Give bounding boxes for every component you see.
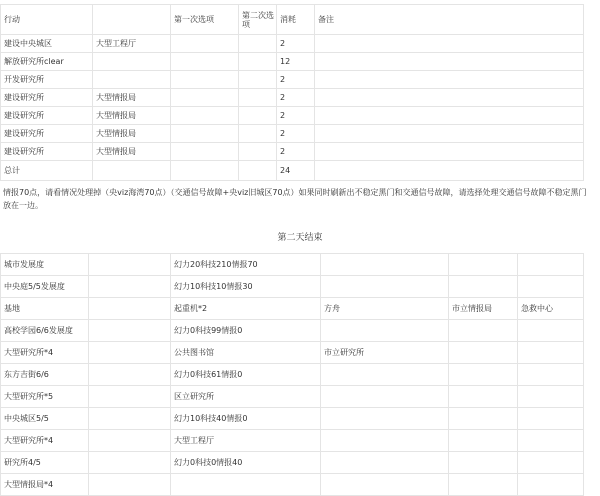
- table-cell: 幻力0科技61情报0: [171, 364, 321, 386]
- table-cell: [315, 107, 584, 125]
- table-cell: 中央庭5/5发展度: [1, 276, 89, 298]
- table-cell: 起重机*2: [171, 298, 321, 320]
- table-row: [1, 71, 584, 89]
- table-cell: [518, 320, 584, 342]
- total-cost: 24: [277, 161, 315, 181]
- table-cell: 市立情报局: [449, 298, 518, 320]
- table-cell: [93, 161, 171, 181]
- table-cell: 大型情报局: [93, 89, 171, 107]
- table-row: [1, 89, 584, 107]
- table-cell: [93, 71, 171, 89]
- table-cell: [239, 161, 277, 181]
- table-cell: [93, 53, 171, 71]
- table-row: [1, 364, 584, 386]
- table-row: [1, 430, 584, 452]
- table-cell: [239, 53, 277, 71]
- table-cell: [518, 364, 584, 386]
- table-cell: [449, 408, 518, 430]
- table-cell: [89, 298, 171, 320]
- table-row: [1, 342, 584, 364]
- header-cell-second-option: 第二次选项: [239, 5, 277, 35]
- table-cell: 城市发展度: [1, 254, 89, 276]
- table-cell: [239, 107, 277, 125]
- table-cell: [239, 89, 277, 107]
- table-cell: 幻力10科技40情报0: [171, 408, 321, 430]
- table-cell: 大型情报局: [93, 125, 171, 143]
- table-cell: [89, 408, 171, 430]
- table-cell: [321, 276, 449, 298]
- table-cell: [171, 161, 239, 181]
- table-cell: 幻力0科技0情报40: [171, 452, 321, 474]
- table-cell: [239, 143, 277, 161]
- table-cell: [89, 452, 171, 474]
- table-cell: 幻力10科技10情报30: [171, 276, 321, 298]
- table-cell: 建设研究所: [1, 89, 93, 107]
- table-row: [1, 474, 584, 496]
- table-cell: [315, 143, 584, 161]
- day-end-heading: 第二天结束: [277, 233, 323, 243]
- header-cell-blank: [93, 5, 171, 35]
- table-cell: 幻力20科技210情报70: [171, 254, 321, 276]
- table-cell: [518, 452, 584, 474]
- table-cell: [321, 430, 449, 452]
- table-cell: 开发研究所: [1, 71, 93, 89]
- table-cell: 大型情报局: [93, 107, 171, 125]
- table-cell: 大型研究所*4: [1, 430, 89, 452]
- header-cell-cost: 消耗: [277, 5, 315, 35]
- table-cell: [171, 143, 239, 161]
- table-cell: [449, 364, 518, 386]
- header-cell-remarks: 备注: [315, 5, 584, 35]
- table-cell: 东方吉街6/6: [1, 364, 89, 386]
- header-cell-first-option: 第一次选项: [171, 5, 239, 35]
- table-row: [1, 320, 584, 342]
- table-cell: 幻力0科技99情报0: [171, 320, 321, 342]
- table-cell: [315, 53, 584, 71]
- table-cell: [321, 408, 449, 430]
- table-cell: [518, 430, 584, 452]
- strategy-note: 情报70点，请看情况处理掉（央viz海湾70点）（交通信号故障+央viz旧城区70点）如果同时刷新出不稳定黑门和交通信号故障，请选择处理交通信号故障不稳定黑门放在一边。: [3, 188, 587, 210]
- table-cell: 2: [277, 125, 315, 143]
- table-cell: 方舟: [321, 298, 449, 320]
- table-header-row: [1, 5, 584, 35]
- table-row: [1, 107, 584, 125]
- table-cell: 建设中央城区: [1, 35, 93, 53]
- table-cell: 中央城区5/5: [1, 408, 89, 430]
- table-cell: 大型研究所*4: [1, 342, 89, 364]
- table-cell: 基地: [1, 298, 89, 320]
- table-row: [1, 143, 584, 161]
- table-cell: [449, 430, 518, 452]
- table-cell: 研究所4/5: [1, 452, 89, 474]
- table-cell: 建设研究所: [1, 125, 93, 143]
- table-cell: [239, 125, 277, 143]
- table-cell: [89, 364, 171, 386]
- table-cell: [321, 320, 449, 342]
- table-cell: 大型研究所*5: [1, 386, 89, 408]
- table-cell: [171, 53, 239, 71]
- table-cell: 区立研究所: [171, 386, 321, 408]
- table-cell: [89, 276, 171, 298]
- table-cell: [315, 161, 584, 181]
- table-cell: 2: [277, 143, 315, 161]
- table-cell: [321, 364, 449, 386]
- table-cell: [315, 89, 584, 107]
- table-cell: 解放研究所clear: [1, 53, 93, 71]
- table-row: [1, 125, 584, 143]
- table-cell: [518, 474, 584, 496]
- table-cell: [449, 386, 518, 408]
- table-row: [1, 254, 584, 276]
- table-cell: [171, 107, 239, 125]
- table-cell: 2: [277, 107, 315, 125]
- table-cell: [89, 320, 171, 342]
- table-cell: [321, 386, 449, 408]
- total-label: 总计: [1, 161, 93, 181]
- table-cell: [518, 342, 584, 364]
- table-row: [1, 35, 584, 53]
- table-cell: 建设研究所: [1, 143, 93, 161]
- table-cell: 大型情报局: [93, 143, 171, 161]
- table-cell: 12: [277, 53, 315, 71]
- table-cell: 市立研究所: [321, 342, 449, 364]
- table-cell: [518, 276, 584, 298]
- table-cell: [518, 386, 584, 408]
- table-cell: [321, 452, 449, 474]
- header-cell-action: 行动: [1, 5, 93, 35]
- table-row: [1, 276, 584, 298]
- table-cell: [171, 71, 239, 89]
- table-cell: [321, 254, 449, 276]
- table-cell: 大型情报局*4: [1, 474, 89, 496]
- table-cell: 大型工程厅: [93, 35, 171, 53]
- table-cell: [315, 71, 584, 89]
- table-cell: [89, 430, 171, 452]
- table-cell: [449, 320, 518, 342]
- table-cell: 2: [277, 71, 315, 89]
- table-cell: [449, 276, 518, 298]
- table-cell: [518, 254, 584, 276]
- table-cell: [239, 35, 277, 53]
- table-cell: [89, 386, 171, 408]
- table-cell: [89, 474, 171, 496]
- table-row: [1, 452, 584, 474]
- table-cell: 高校学园6/6发展度: [1, 320, 89, 342]
- table-cell: [89, 254, 171, 276]
- table-cell: [449, 452, 518, 474]
- table-cell: [89, 342, 171, 364]
- table-cell: [239, 71, 277, 89]
- table-cell: [518, 408, 584, 430]
- table-cell: [171, 474, 321, 496]
- table-row: [1, 53, 584, 71]
- table-cell: [449, 254, 518, 276]
- table-cell: 大型工程厅: [171, 430, 321, 452]
- table-cell: [171, 35, 239, 53]
- status-table: [0, 253, 584, 496]
- table-cell: [449, 474, 518, 496]
- table-cell: [315, 125, 584, 143]
- table-cell: [321, 474, 449, 496]
- total-row: [1, 161, 584, 181]
- table-row: [1, 386, 584, 408]
- table-row: [1, 408, 584, 430]
- table-cell: [449, 342, 518, 364]
- table-cell: 2: [277, 89, 315, 107]
- table-row: [1, 298, 584, 320]
- table-cell: [315, 35, 584, 53]
- table-cell: 公共图书馆: [171, 342, 321, 364]
- table-cell: [171, 89, 239, 107]
- table-cell: 建设研究所: [1, 107, 93, 125]
- table-cell: 急救中心: [518, 298, 584, 320]
- table-cell: [171, 125, 239, 143]
- table-cell: 2: [277, 35, 315, 53]
- action-table: [0, 4, 584, 181]
